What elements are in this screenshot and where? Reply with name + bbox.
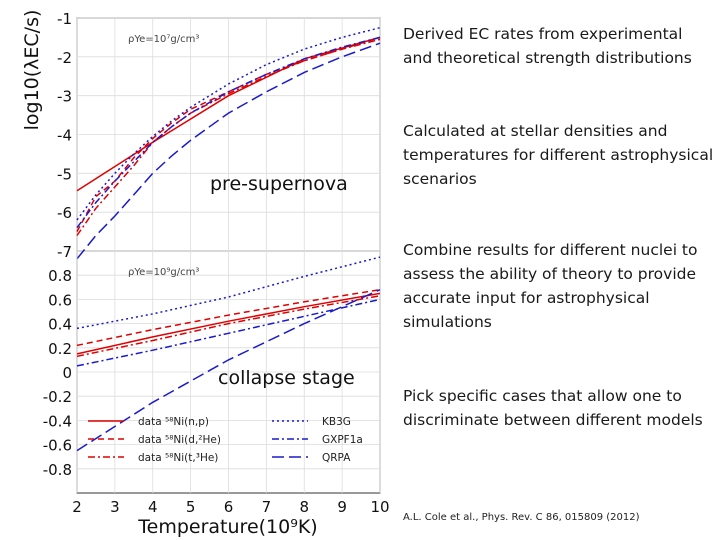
density-label: ρYe=10⁷g/cm³: [128, 34, 200, 45]
legend-label: GXPF1a: [322, 434, 363, 446]
y-tick-label: 0.4: [48, 315, 72, 334]
citation: A.L. Cole et al., Phys. Rev. C 86, 015809 (2012): [403, 512, 640, 523]
bullet-derived-rates: Derived EC rates from experimental and theoretical strength distributions: [403, 25, 692, 67]
x-tick-label: 8: [299, 498, 310, 516]
x-axis-label: Temperature(10⁹K): [138, 516, 318, 538]
y-tick-label: 0.8: [48, 267, 72, 286]
y-tick-label: -2: [57, 48, 72, 67]
density-label: ρYe=10⁹g/cm³: [128, 267, 200, 278]
x-tick-label: 6: [223, 498, 234, 516]
y-tick-label: -4: [57, 126, 72, 145]
x-tick-label: 9: [337, 498, 347, 516]
y-tick-label: 0.6: [48, 291, 72, 310]
bullet-stellar-conditions: Calculated at stellar densities and temperatures for different astrophysical scenarios: [403, 122, 714, 188]
y-tick-label: 0.2: [48, 339, 72, 358]
y-tick-label: -0.8: [42, 460, 72, 479]
y-tick-label: -3: [57, 87, 72, 106]
y-tick-label: -0.6: [42, 436, 72, 455]
legend-label: KB3G: [322, 416, 351, 428]
x-tick-label: 3: [110, 498, 120, 516]
bullet-combine-results: Combine results for different nuclei to assess the ability of theory to provide accurate input for astrophysical simulations: [403, 241, 698, 331]
y-tick-label: -0.4: [42, 412, 72, 431]
legend-label: data ⁵⁸Ni(n,p): [138, 416, 210, 428]
y-tick-label: -0.2: [42, 388, 72, 407]
legend-label: data ⁵⁸Ni(d,²He): [138, 434, 221, 446]
x-tick-label: 2: [72, 498, 82, 516]
scenario-annotation: pre-supernova: [210, 173, 348, 195]
bullet-discriminate-models: Pick specific cases that allow one to discriminate between different models: [403, 387, 703, 429]
x-tick-label: 4: [147, 498, 158, 516]
x-tick-label: 7: [261, 498, 272, 516]
y-axis-label: log10(λEC/s): [21, 9, 43, 131]
y-tick-label: -7: [57, 243, 72, 261]
legend-label: QRPA: [322, 452, 351, 464]
y-tick-label: -1: [57, 10, 72, 28]
y-tick-label: 0: [62, 364, 72, 382]
y-tick-label: -5: [57, 165, 72, 184]
legend-label: data ⁵⁸Ni(t,³He): [138, 452, 219, 464]
y-tick-label: -6: [57, 204, 72, 223]
x-tick-label: 10: [370, 498, 390, 516]
x-tick-label: 5: [185, 498, 196, 516]
scenario-annotation: collapse stage: [218, 367, 355, 389]
